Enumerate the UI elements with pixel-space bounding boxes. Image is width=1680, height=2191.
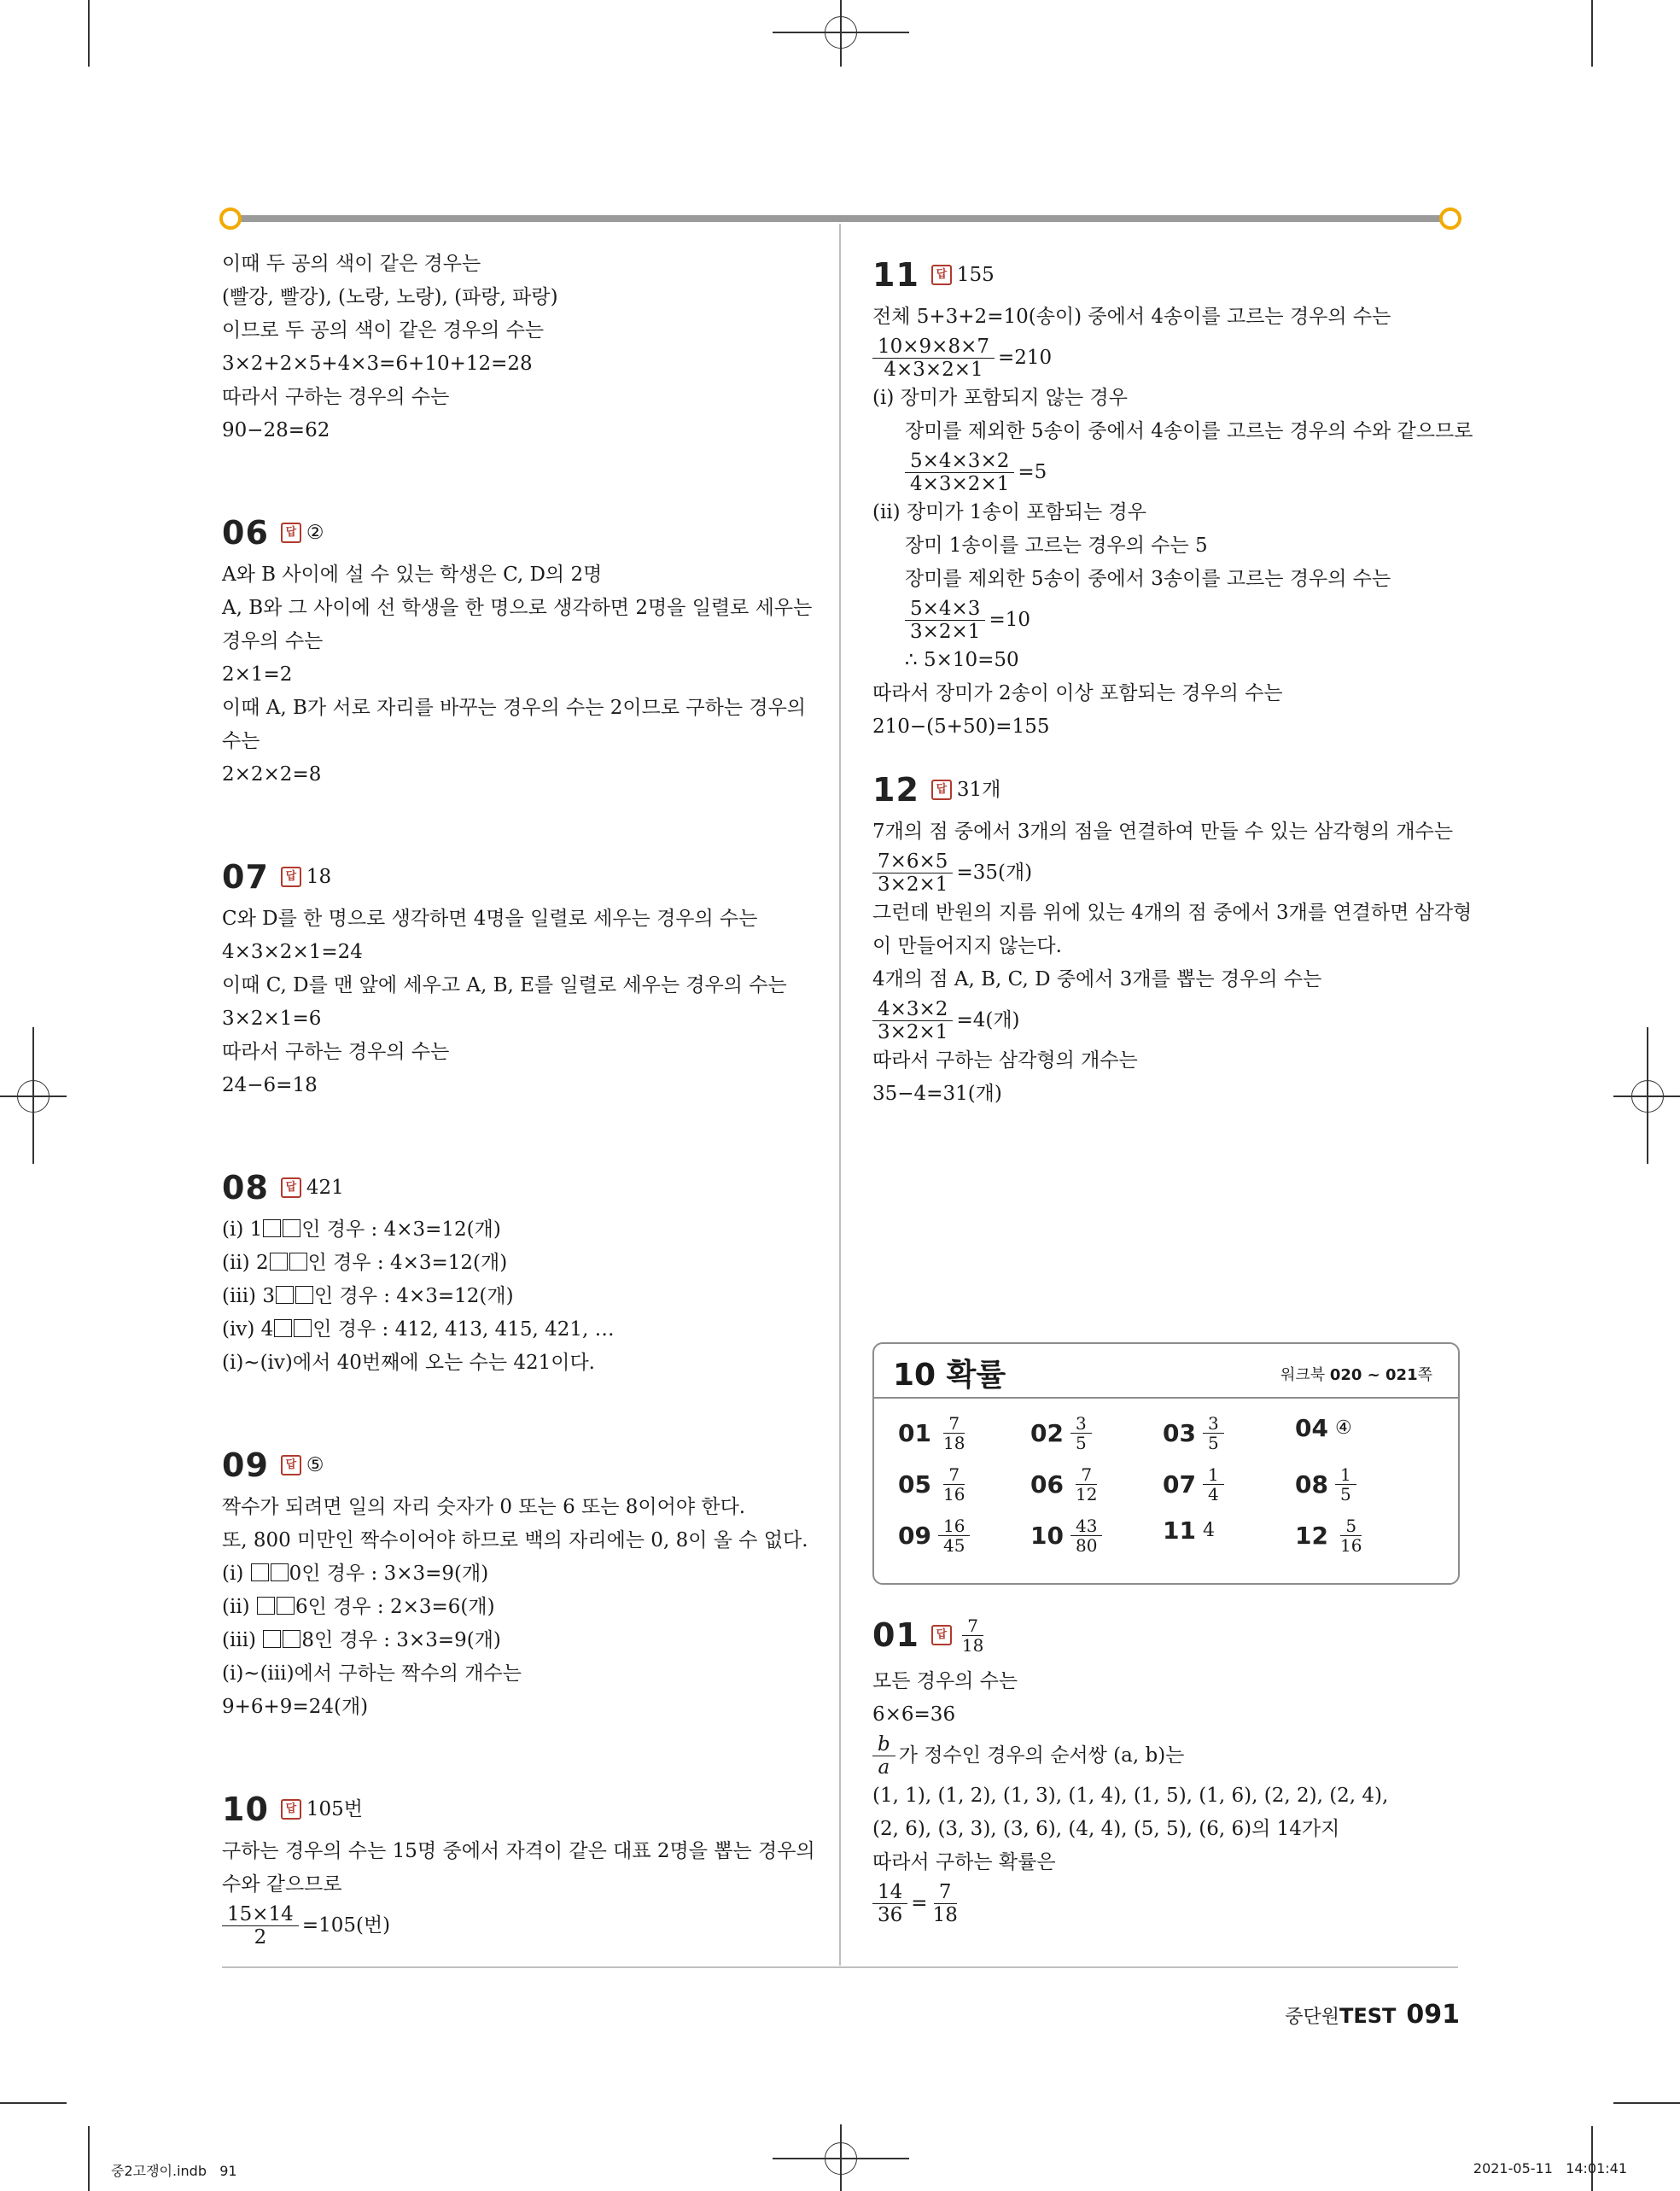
fraction: $\frac{b}{a}$ — [872, 1733, 895, 1779]
blank-box-icon — [277, 1597, 295, 1615]
crop-mark — [1591, 0, 1593, 67]
registration-mark-icon — [825, 16, 857, 49]
fraction: $\frac{7\times 6\times 5}{3\times 2\times 1}$ — [872, 850, 953, 896]
text-line: 이때 C, D를 맨 앞에 세우고 A, B, E를 일렬로 세우는 경우의 수는 — [222, 974, 787, 996]
text-line: C와 D를 한 명으로 생각하면 4명을 일렬로 세우는 경우의 수는 — [222, 908, 758, 930]
text-line: 따라서 구하는 경우의 수는 — [222, 1041, 450, 1063]
registration-mark-icon — [1631, 1080, 1664, 1113]
summary-answer-number: 08 — [1295, 1470, 1328, 1499]
question-number: 08 — [222, 1168, 269, 1207]
answer-badge-icon: 답 — [281, 867, 301, 887]
summary-answer-number: 07 — [1163, 1470, 1196, 1499]
text-line: 장미를 제외한 5송이 중에서 4송이를 고르는 경우의 수와 같으므로 — [905, 420, 1473, 442]
answer-value: 105번 — [306, 1797, 364, 1820]
text-line: 2×2×2=8 — [222, 763, 322, 786]
text-line: 24−6=18 — [222, 1074, 318, 1096]
crop-mark — [1613, 2102, 1680, 2104]
right-column-chapter10 — [872, 1605, 1461, 1927]
answer-summary-box — [872, 1342, 1460, 1585]
text-line: (1, 1), (1, 2), (1, 3), (1, 4), (1, 5), (1, 6), (2, 2), (2, 4), — [872, 1785, 1389, 1807]
blank-box-icon — [251, 1563, 269, 1581]
text-line: 이때 A, B가 서로 자리를 바꾸는 경우의 수는 2이므로 구하는 경우의 — [222, 697, 807, 719]
fraction: $\frac{10\times 9\times 8\times 7}{4\times 3\times 2\times 1}$ — [872, 336, 995, 381]
summary-answer-fraction: $\frac{3}{5}$ — [1070, 1414, 1092, 1452]
blank-box-icon — [294, 1319, 312, 1337]
text-line: 장미 1송이를 고르는 경우의 수는 5 — [905, 535, 1208, 557]
fraction: $\frac{4\times 3\times 2}{3\times 2\times 1}$ — [872, 998, 953, 1043]
header-bar — [224, 215, 1451, 222]
fraction: $\frac{14}{36}$ — [872, 1881, 907, 1926]
text-line: 4×3×2×1=24 — [222, 941, 363, 963]
question-header — [222, 1784, 820, 1835]
summary-answer-number: 04 — [1295, 1414, 1328, 1442]
text-line: (ⅱ) 장미가 1송이 포함되는 경우 — [872, 501, 1146, 523]
answer-badge-icon: 답 — [931, 1625, 952, 1645]
summary-answer-03 — [1163, 1414, 1228, 1452]
blank-box-icon — [289, 1253, 307, 1271]
fraction-line: $\frac{4\times 3\times 2}{3\times 2\times 1}$ =4(개) — [872, 996, 1461, 1044]
summary-answer-02 — [1030, 1414, 1095, 1452]
text-line: 모든 경우의 수는 — [872, 1670, 1018, 1692]
text-line: 3×2×1=6 — [222, 1008, 322, 1030]
text-line: (ⅰ)~(ⅲ)에서 구하는 짝수의 개수는 — [222, 1662, 522, 1685]
workbook-reference: 워크북 020 ~ 021쪽 — [1280, 1366, 1432, 1384]
blank-box-icon — [276, 1286, 294, 1304]
header-dot-left — [219, 207, 242, 230]
text-line: (ⅰ)~(ⅳ)에서 40번째에 오는 수는 421이다. — [222, 1352, 595, 1374]
summary-answer-number: 01 — [898, 1419, 931, 1447]
text-line: 이때 두 공의 색이 같은 경우는 — [222, 253, 481, 275]
question-number: 10 — [222, 1790, 269, 1828]
text-line: 2×1=2 — [222, 663, 293, 686]
text-line: 90−28=62 — [222, 419, 330, 441]
page-footer — [1285, 2000, 1460, 2030]
crop-mark — [1591, 2126, 1593, 2191]
answer-badge-icon: 답 — [281, 523, 301, 543]
summary-answer-number: 05 — [898, 1470, 931, 1499]
text-line: (빨강, 빨강), (노랑, 노랑), (파랑, 파랑) — [222, 286, 558, 308]
column-divider — [839, 224, 841, 1966]
summary-answer-fraction: $\frac{7}{12}$ — [1075, 1464, 1098, 1504]
summary-answer-fraction: $\frac{1}{4}$ — [1203, 1465, 1224, 1504]
summary-answer-number: 10 — [1030, 1522, 1064, 1550]
case-line: (ⅰ) 0인 경우 : 3×3=9(개) — [222, 1563, 489, 1585]
summary-box-header — [874, 1344, 1458, 1399]
summary-answer-fraction: $\frac{16}{45}$ — [938, 1516, 970, 1555]
case-line: (ⅳ) 4 인 경우 : 412, 413, 415, 421, … — [222, 1318, 615, 1341]
question-number: 01 — [872, 1615, 919, 1654]
text-line: 따라서 장미가 2송이 이상 포함되는 경우의 수는 — [872, 682, 1283, 704]
question-header — [872, 764, 1461, 815]
file-info: 중2고쟁이.indb 91 — [111, 2163, 237, 2179]
text-line: 전체 5+3+2=10(송이) 중에서 4송이를 고르는 경우의 수는 — [872, 306, 1391, 328]
question-number: 09 — [222, 1446, 269, 1484]
blank-box-icon — [283, 1219, 300, 1237]
text-line: 35−4=31(개) — [872, 1083, 1002, 1105]
intro-block — [222, 248, 820, 447]
question-header — [222, 851, 820, 903]
text-line: 그런데 반원의 지름 위에 있는 4개의 점 중에서 3개를 연결하면 삼각형 — [872, 902, 1473, 924]
summary-answer-11 — [1163, 1516, 1215, 1545]
blank-box-icon — [270, 1253, 288, 1271]
fraction-line: $\frac{15\times 14}{2}$ =105(번) — [222, 1902, 820, 1949]
question-header — [222, 1440, 820, 1491]
fraction-line: $\frac{14}{36}$ = $\frac{7}{18}$ — [872, 1879, 1461, 1927]
text-line: 따라서 구하는 삼각형의 개수는 — [872, 1049, 1138, 1072]
right-column — [872, 249, 1473, 1111]
question-header — [222, 507, 820, 558]
fraction: $\frac{7}{18}$ — [932, 1880, 958, 1926]
answer-value: 155 — [956, 263, 995, 286]
text-line: 210−(5+50)=155 — [872, 716, 1050, 738]
question-number: 07 — [222, 857, 269, 896]
blank-box-icon — [271, 1563, 289, 1581]
fraction-line: $\frac{10\times 9\times 8\times 7}{4\times 3\times 2\times 1}$ =210 — [872, 334, 1461, 382]
summary-answer-fraction: $\frac{7}{16}$ — [942, 1464, 965, 1504]
summary-answer-number: 09 — [898, 1522, 931, 1550]
summary-answer-09 — [898, 1516, 973, 1555]
question-number: 11 — [872, 255, 919, 294]
question-header — [872, 249, 1461, 301]
summary-answer-value: ④ — [1334, 1417, 1352, 1439]
summary-answer-number: 11 — [1163, 1516, 1196, 1545]
case-line: (ⅰ) 1 인 경우 : 4×3=12(개) — [222, 1218, 501, 1241]
text-line: A, B와 그 사이에 선 학생을 한 명으로 생각하면 2명을 일렬로 세우는 — [222, 597, 813, 619]
blank-box-icon — [295, 1286, 313, 1304]
text-line: A와 B 사이에 설 수 있는 학생은 C, D의 2명 — [222, 564, 603, 586]
text-line: 구하는 경우의 수는 15명 중에서 자격이 같은 대표 2명을 뽑는 경우의 — [222, 1840, 815, 1862]
answer-value: 18 — [306, 865, 332, 888]
fraction: $\frac{15\times 14}{2}$ — [222, 1903, 299, 1949]
summary-answer-fraction: $\frac{3}{5}$ — [1203, 1414, 1224, 1452]
text-line: 장미를 제외한 5송이 중에서 3송이를 고르는 경우의 수는 — [905, 568, 1391, 590]
summary-answer-12 — [1295, 1516, 1370, 1555]
text-line: ∴ 5×10=50 — [905, 649, 1019, 671]
timestamp: 2021-05-11 14:01:41 — [1473, 2160, 1627, 2176]
case-line: (ⅱ) 2 인 경우 : 4×3=12(개) — [222, 1252, 508, 1274]
blank-box-icon — [274, 1319, 292, 1337]
summary-answer-number: 12 — [1295, 1522, 1328, 1550]
fraction-line: $\frac{b}{a}$ 가 정수인 경우의 순서쌍 (a, b)는 — [872, 1732, 1461, 1779]
summary-answer-01 — [898, 1414, 973, 1452]
text-line: 7개의 점 중에서 3개의 점을 연결하여 만들 수 있는 삼각형의 개수는 — [872, 821, 1454, 843]
text-line: 4개의 점 A, B, C, D 중에서 3개를 뽑는 경우의 수는 — [872, 968, 1322, 990]
question-number: 06 — [222, 513, 269, 552]
registration-mark-icon — [17, 1080, 50, 1113]
summary-answer-10 — [1030, 1516, 1105, 1555]
text-line: (2, 6), (3, 3), (3, 6), (4, 4), (5, 5), (6, 6)의 14가지 — [872, 1818, 1340, 1840]
case-line: (ⅱ) 6인 경우 : 2×3=6(개) — [222, 1596, 495, 1618]
fraction: $\frac{5\times 4\times 3\times 2}{4\times 3\times 2\times 1}$ — [905, 450, 1014, 495]
answer-badge-icon: 답 — [931, 265, 952, 285]
registration-mark-icon — [825, 2142, 857, 2175]
summary-answer-number: 06 — [1030, 1470, 1064, 1499]
answer-badge-icon: 답 — [281, 1177, 301, 1198]
crop-mark — [0, 2102, 67, 2104]
fraction-line: $\frac{5\times 4\times 3}{3\times 2\times 1}$ =10 — [872, 596, 1461, 644]
fraction-line: $\frac{5\times 4\times 3\times 2}{4\times 3\times 2\times 1}$ =5 — [872, 448, 1461, 496]
question-number: 12 — [872, 770, 919, 809]
crop-mark — [88, 2126, 90, 2191]
answer-fraction: $\frac{7}{18}$ — [961, 1615, 984, 1656]
blank-box-icon — [263, 1219, 281, 1237]
footer-test: TEST — [1339, 2004, 1397, 2028]
summary-box-title: 10 확률 — [893, 1358, 1006, 1393]
blank-box-icon — [283, 1630, 300, 1648]
text-line: 경우의 수는 — [222, 630, 324, 652]
blank-box-icon — [257, 1597, 275, 1615]
text-line: 또, 800 미만인 짝수이어야 하므로 백의 자리에는 0, 8이 올 수 없다. — [222, 1529, 808, 1551]
text-line: 따라서 구하는 확률은 — [872, 1851, 1056, 1873]
summary-answer-04 — [1295, 1414, 1352, 1442]
summary-answer-fraction: $\frac{1}{5}$ — [1335, 1465, 1356, 1504]
answer-value: 31개 — [956, 778, 1001, 801]
summary-answer-fraction: $\frac{7}{18}$ — [942, 1413, 965, 1453]
text-line: 이 만들어지지 않는다. — [872, 935, 1062, 957]
fraction: $\frac{5\times 4\times 3}{3\times 2\times 1}$ — [905, 598, 985, 643]
answer-value: ⑤ — [306, 1453, 324, 1476]
text-line: 6×6=36 — [872, 1703, 956, 1726]
left-column — [222, 248, 820, 1949]
text-line: 3×2+2×5+4×3=6+10+12=28 — [222, 353, 533, 375]
summary-answer-number: 02 — [1030, 1419, 1064, 1447]
page-number: 091 — [1406, 2000, 1460, 2030]
text-line: 짝수가 되려면 일의 자리 숫자가 0 또는 6 또는 8이어야 한다. — [222, 1496, 746, 1518]
answer-badge-icon: 답 — [281, 1799, 301, 1820]
question-header — [222, 1162, 820, 1213]
text-line: 9+6+9=24(개) — [222, 1696, 369, 1718]
summary-answer-08 — [1295, 1465, 1360, 1504]
blank-box-icon — [263, 1630, 281, 1648]
question-header — [872, 1605, 1461, 1665]
text-line: 수와 같으므로 — [222, 1873, 342, 1896]
text-line: 이므로 두 공의 색이 같은 경우의 수는 — [222, 319, 545, 342]
header-dot-right — [1439, 207, 1461, 230]
summary-answer-fraction: $\frac{5}{16}$ — [1339, 1516, 1362, 1556]
answer-badge-icon: 답 — [281, 1455, 301, 1475]
footer-label: 중단원 — [1285, 2007, 1339, 2028]
text-line: 따라서 구하는 경우의 수는 — [222, 386, 450, 408]
case-line: (ⅲ) 3 인 경우 : 4×3=12(개) — [222, 1285, 514, 1307]
text-line: 수는 — [222, 730, 260, 752]
bottom-rule — [222, 1966, 1458, 1968]
summary-answer-06 — [1030, 1465, 1105, 1504]
answer-badge-icon: 답 — [931, 780, 952, 800]
answer-value: ② — [306, 521, 324, 544]
summary-answer-fraction: $\frac{43}{80}$ — [1070, 1516, 1102, 1555]
text-line: (ⅰ) 장미가 포함되지 않는 경우 — [872, 387, 1128, 409]
fraction-line: $\frac{7\times 6\times 5}{3\times 2\times 1}$ =35(개) — [872, 849, 1461, 897]
summary-answer-07 — [1163, 1465, 1228, 1504]
summary-answer-number: 03 — [1163, 1419, 1196, 1447]
summary-answer-value: 4 — [1202, 1520, 1215, 1541]
case-line: (ⅲ) 8인 경우 : 3×3=9(개) — [222, 1629, 501, 1651]
summary-answer-05 — [898, 1465, 973, 1504]
crop-mark — [88, 0, 90, 67]
answer-value: 421 — [306, 1176, 344, 1199]
